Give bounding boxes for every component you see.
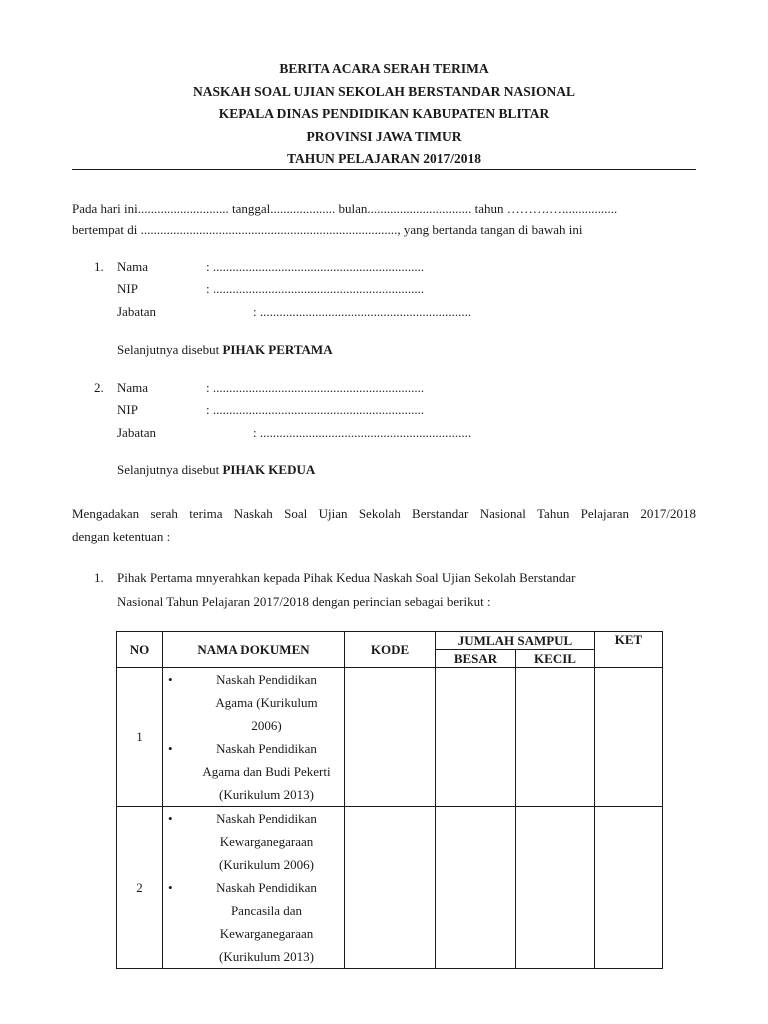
pihak1-nama-value: : ................................................................. <box>206 259 425 274</box>
table-row <box>117 668 663 807</box>
intro-line-1: Pada hari ini............................ tanggal.................... bulan................................ tahun ……….…................. <box>72 201 618 216</box>
title-line-4: PROVINSI JAWA TIMUR <box>306 128 462 144</box>
document-header <box>72 58 696 171</box>
doc-text: Pancasila dan <box>230 903 303 918</box>
row2-kode <box>345 807 436 969</box>
header-kecil: KECIL <box>516 650 595 668</box>
row2-kecil <box>516 807 595 969</box>
pihak1-jabatan-label: Jabatan <box>117 304 156 319</box>
pihak2-nip-value: : ................................................................. <box>206 402 425 417</box>
list-item <box>163 807 344 876</box>
pihak2-number: 2. <box>94 380 104 395</box>
pihak2-nama-label: Nama <box>117 380 149 395</box>
mengadakan-line-1: Mengadakan serah terima Naskah Soal Ujian Sekolah Berstandar Nasional Tahun Pelajaran 2017/2018 <box>72 506 696 521</box>
pihak1-nip-label: NIP <box>117 281 138 296</box>
pihak2-disebut-prefix: Selanjutnya disebut <box>117 462 223 477</box>
pihak1-nip-value: : ................................................................. <box>206 281 425 296</box>
title-line-5: TAHUN PELAJARAN 2017/2018 <box>286 151 481 166</box>
row1-documents <box>163 668 345 807</box>
pihak1-number: 1. <box>94 259 104 274</box>
intro-line-2: bertempat di ..............................................................................., yang bertanda tangan di bawah ini <box>72 222 583 237</box>
doc-text: (Kurikulum 2013) <box>219 949 314 964</box>
pihak2-disebut <box>117 462 315 478</box>
row1-no: 1 <box>117 668 163 807</box>
pihak1-jabatan-value: : ................................................................. <box>253 304 472 319</box>
row2-besar <box>436 807 516 969</box>
list-item <box>163 737 344 806</box>
item1-line-1: Pihak Pertama mnyerahkan kepada Pihak Kedua Naskah Soal Ujian Sekolah Berstandar <box>117 570 576 585</box>
doc-text: Kewarganegaraan <box>219 834 314 849</box>
list-item <box>163 668 344 737</box>
intro-paragraph <box>72 198 696 240</box>
table-row <box>117 807 663 969</box>
doc-text: • Naskah Pendidikan <box>216 741 317 756</box>
doc-text: Agama dan Budi Pekerti <box>202 764 331 779</box>
doc-text: (Kurikulum 2013) <box>219 787 314 802</box>
row2-documents <box>163 807 345 969</box>
mengadakan-paragraph <box>72 502 696 548</box>
pihak2-disebut-bold: PIHAK KEDUA <box>222 462 316 477</box>
header-kode: KODE <box>345 632 436 668</box>
doc-text: (Kurikulum 2006) <box>219 857 314 872</box>
pihak1-nama-label: Nama <box>117 259 149 274</box>
header-nama-dokumen: NAMA DOKUMEN <box>163 632 345 668</box>
pihak1-disebut-bold: PIHAK PERTAMA <box>222 342 333 357</box>
row1-besar <box>436 668 516 807</box>
pihak2-jabatan-label: Jabatan <box>117 425 156 440</box>
header-divider <box>72 169 696 170</box>
row1-kecil <box>516 668 595 807</box>
doc-text: Kewarganegaraan <box>219 926 314 941</box>
pihak2-nama-value: : ................................................................. <box>206 380 425 395</box>
item1-number: 1. <box>94 570 104 585</box>
list-item <box>163 876 344 968</box>
row1-kode <box>345 668 436 807</box>
doc-text: • Naskah Pendidikan <box>216 672 317 687</box>
title-line-3: KEPALA DINAS PENDIDIKAN KABUPATEN BLITAR <box>218 106 550 121</box>
header-jumlah-sampul: JUMLAH SAMPUL <box>436 632 595 650</box>
pihak1-disebut <box>117 342 333 358</box>
header-besar: BESAR <box>436 650 516 668</box>
doc-text: • Naskah Pendidikan <box>216 811 317 826</box>
doc-text: Agama (Kurikulum <box>215 695 318 710</box>
header-ket: KET <box>595 632 663 668</box>
mengadakan-line-2: dengan ketentuan : <box>72 529 171 544</box>
header-no: NO <box>117 632 163 668</box>
document-table <box>116 631 663 969</box>
pihak2-jabatan-value: : ................................................................. <box>253 425 472 440</box>
doc-text: 2006) <box>251 718 282 733</box>
row1-ket <box>595 668 663 807</box>
table-header-row <box>117 632 663 650</box>
item1-line-2: Nasional Tahun Pelajaran 2017/2018 dengan perincian sebagai berikut : <box>117 594 491 609</box>
pihak2-nip-label: NIP <box>117 402 138 417</box>
row2-ket <box>595 807 663 969</box>
row2-no: 2 <box>117 807 163 969</box>
doc-text: • Naskah Pendidikan <box>216 880 317 895</box>
pihak1-disebut-prefix: Selanjutnya disebut <box>117 342 223 357</box>
title-line-1: BERITA ACARA SERAH TERIMA <box>279 61 489 76</box>
title-line-2: NASKAH SOAL UJIAN SEKOLAH BERSTANDAR NASIONAL <box>193 83 575 99</box>
